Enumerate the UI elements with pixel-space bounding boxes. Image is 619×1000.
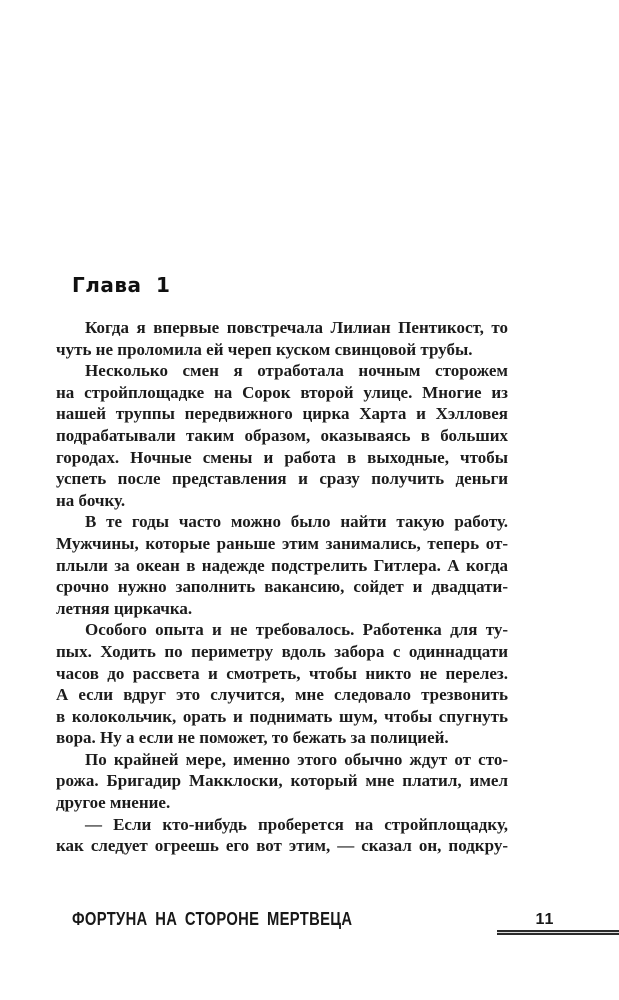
text-line: пых. Ходить по периметру вдоль забора с одиннадцати (56, 641, 508, 661)
text-line: По крайней мере, именно этого обычно ждут от сто- (85, 749, 508, 769)
text-line: плыли за океан в надежде подстрелить Гитлера. А когда (56, 555, 508, 575)
text-line: подрабатывали таким образом, оказываясь в больших (56, 425, 508, 445)
text-line: чуть не проломила ей череп куском свинцовой трубы. (56, 339, 473, 359)
text-line: вора. Ну а если не поможет, то бежать за полицией. (56, 728, 449, 748)
text-line: А если вдруг это случится, мне следовало трезвонить (56, 685, 508, 705)
text-line: успеть после представления и сразу получить деньги (56, 469, 508, 489)
text-line: — Если кто-нибудь проберется на стройплощадку, (85, 814, 508, 834)
text-line: Особого опыта и не требовалось. Работенка для ту- (85, 620, 508, 640)
chapter-heading: Глава 1 (72, 273, 171, 297)
text-line: В те годы часто можно было найти такую работу. (85, 512, 508, 532)
running-title: ФОРТУНА НА СТОРОНЕ МЕРТВЕЦА (72, 909, 353, 929)
text-line: летняя циркачка. (56, 598, 193, 618)
text-line: Когда я впервые повстречала Лилиан Пентикост, то (85, 318, 508, 337)
text-line: Несколько смен я отработала ночным сторожем (85, 361, 508, 381)
text-line: часов до рассвета и смотреть, чтобы никто не перелез. (56, 663, 508, 683)
text-line: Мужчины, которые раньше этим занимались, теперь от- (56, 533, 508, 553)
text-line: на бочку. (56, 490, 126, 510)
text-line: рожа. Бригадир Макклоски, который мне платил, имел (56, 771, 508, 791)
footer-rule (497, 930, 619, 935)
page-number: 11 (535, 911, 555, 928)
text-line: нашей труппы передвижного цирка Харта и Хэлловея (56, 404, 508, 424)
text-line: срочно нужно заполнить вакансию, сойдет и двадцати- (56, 577, 508, 597)
text-line: на стройплощадке на Сорок второй улице. Многие из (56, 382, 508, 402)
text-line: в колокольчик, орать и поднимать шум, чтобы спугнуть (56, 706, 508, 726)
body-text (56, 317, 508, 857)
text-line: другое мнение. (56, 793, 171, 813)
text-line: городах. Ночные смены и работа в выходные, чтобы (56, 447, 508, 467)
text-line: как следует огреешь его вот этим, — сказал он, подкру- (56, 836, 508, 856)
